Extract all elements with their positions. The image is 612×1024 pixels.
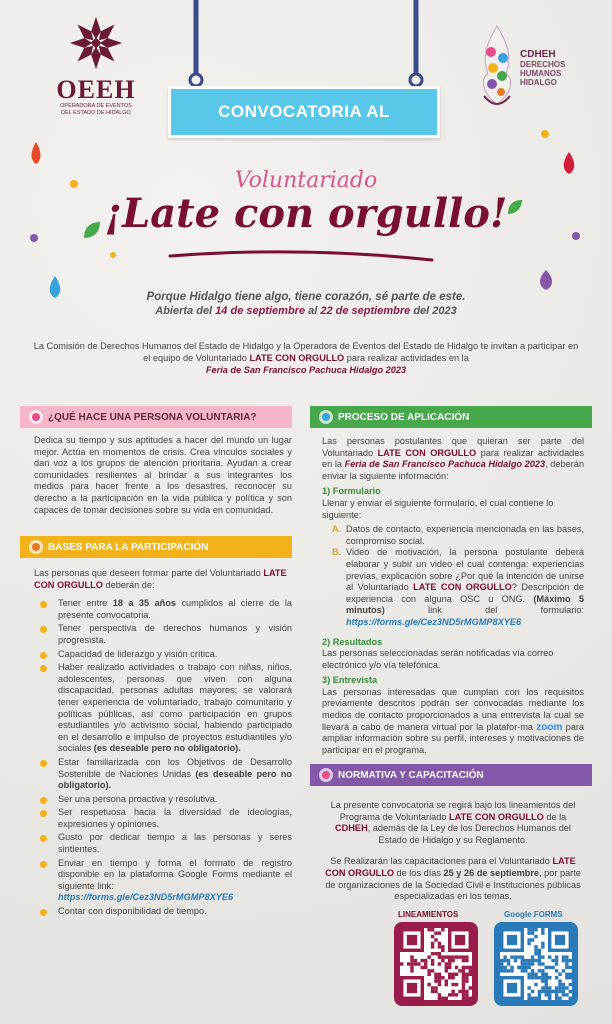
step1-a: A. Datos de contacto, experiencia mencionada en las bases, compromiso social.: [332, 524, 584, 546]
dates-line: [0, 305, 612, 317]
confetti-dot-icon: [541, 130, 549, 138]
qr-icon: [500, 928, 572, 1000]
confetti-drop-icon: [28, 142, 44, 164]
bases-list: [34, 598, 292, 917]
list-item: Gusto por dedicar tiempo a las personas y seres sintientes.: [34, 832, 292, 855]
bases-intro: [34, 568, 292, 591]
list-item: Ser respetuosa hacia la diversidad de ideologías, expresiones y opiniones.: [34, 807, 292, 830]
section-header-normativa: [310, 764, 592, 786]
oeeh-subtitle-1: OPERADORA DE EVENTOS: [60, 103, 132, 109]
title-main: ¡Late con orgullo!: [104, 190, 508, 237]
convocatoria-banner: [168, 86, 440, 138]
star-icon: [67, 14, 125, 72]
confetti-leaf-icon: [508, 200, 522, 214]
flame-icon: [478, 24, 516, 112]
dates-suffix: del 2023: [413, 305, 457, 317]
bases-intro2: deberán de:: [105, 579, 155, 590]
section-title-normativa: NORMATIVA Y CAPACITACIÓN: [338, 769, 484, 781]
dates-middle: al: [308, 305, 318, 317]
step1-text: Llenar y enviar el siguiente formulario, el cual contiene lo siguiente:: [322, 497, 554, 520]
date-end: 22 de septiembre: [320, 305, 411, 317]
dates-prefix: Abierta del: [155, 305, 213, 317]
proceso-body: [322, 436, 584, 759]
step2-title: 2) Resultados: [322, 636, 383, 647]
section-header-bases: [20, 536, 292, 558]
list-item: Haber realizado actividades o trabajo con niñas, niños, adolescentes, personas que viven con alguna discapacidad, personas adultas mayores; se valorará tener experiencia de voluntariado, trabajo comunitario y políticas públicas, así como participación en grupos estudiantiles y/o activismo social, habiendo participado en el desarrollo e impulso de proyectos estudiantiles y/o sociales (es deseable pero no obligatorio).: [34, 662, 292, 755]
section-header-voluntaria: [20, 406, 292, 428]
step1-title: 1) Formulario: [322, 486, 381, 497]
voluntaria-body: Dedica su tiempo y sus aptitudes a hacer del mundo un lugar mejor. Actúa en momentos de crisis. Crea vínculos sociales y dan voz a los grupos de atención prioritaria. Ayudan a crear comunidades resilientes al brindar a sus integrantes los medios para hacer frente a los desastres, reconocer su derecho a la participación en la vida pública y política y son capaces de tomar decisiones sobre su vida en comunidad.: [34, 435, 292, 515]
oeeh-logo: [48, 14, 144, 117]
title-script: Voluntariado: [234, 168, 378, 193]
confetti-drop-icon: [560, 152, 578, 174]
qr-code-lineamientos[interactable]: [394, 922, 478, 1006]
cdheh-name: CDHEH: [520, 49, 556, 60]
cdheh-logo: [478, 24, 598, 112]
confetti-dot-icon: [70, 180, 78, 188]
normativa-p2: Se Realizarán las capacitaciones para el Voluntariado LATE CON ORGULLO de los días 25 y 26 de septiembre, por parte de organizaciones de la Sociedad Civil e Instituciones públicas especializadas en los temas.: [325, 856, 581, 902]
date-start: 14 de septiembre: [215, 305, 306, 317]
intro-paragraph: [30, 340, 582, 376]
confetti-dot-icon: [572, 232, 580, 240]
list-item: Contar con disponibilidad de tiempo.: [34, 906, 292, 918]
qr-icon: [400, 928, 472, 1000]
qr-code-forms[interactable]: [494, 922, 578, 1006]
forms-link[interactable]: https://forms.gle/Cez3ND5rMGMP8XYE6: [58, 892, 234, 903]
banner-text: CONVOCATORIA AL: [218, 102, 390, 121]
list-item: Capacidad de liderazgo y visión crítica.: [34, 649, 292, 661]
cdheh-line3: HUMANOS: [520, 69, 562, 78]
circle-icon: [318, 409, 334, 425]
proceso-intro: Las personas postulantes que quieran ser parte del Voluntariado LATE CON ORGULLO para realizar actividades en la Feria de San Francisco Pachuca Hidalgo 2023, deberán enviar la siguiente información:: [322, 436, 584, 481]
step3-title: 3) Entrevista: [322, 675, 378, 686]
step1-b: B. Video de motivación, la persona postulante deberá elaborar y subir un video el cual contenga: experiencias previas, explicación sobre ¿Por qué la intención de unirse al Voluntariado LATE CON ORGULLO? Descripción de experiencia con alguna OSC u ONG. (Máximo 5 minutos) link del formulario: https://forms.gle/Cez3ND5rMGMP8XYE6: [332, 547, 584, 627]
list-item: Tener perspectiva de derechos humanos y visión progresista.: [34, 623, 292, 646]
circle-icon: [318, 767, 334, 783]
section-title-proceso: PROCESO DE APLICACIÓN: [338, 411, 470, 423]
bases-intro-highlight: LATE CON ORGULLO: [34, 568, 287, 590]
cdheh-line2: DERECHOS: [520, 60, 566, 69]
heart-icon: [28, 409, 44, 425]
oeeh-subtitle-2: DEL ESTADO DE HIDALGO: [61, 110, 131, 116]
intro-text1: La Comisión de Derechos Humanos del Estado de Hidalgo y la Operadora de Eventos del Estado de Hidalgo te invitan a participar en el equipo de Voluntariado: [33, 341, 579, 363]
confetti-dot-icon: [30, 234, 38, 242]
confetti-dot-icon: [110, 252, 116, 258]
zoom-logo: zoom: [536, 721, 563, 733]
list-item: Estar familiarizada con los Objetivos de Desarrollo Sostenible de Naciones Unidas (es deseable pero no obligatorio).: [34, 757, 292, 792]
confetti-drop-icon: [535, 270, 557, 290]
oeeh-name: OEEH: [56, 75, 136, 104]
title-underline: [166, 246, 436, 266]
section-title-voluntaria: ¿QUÉ HACE UNA PERSONA VOLUNTARIA?: [48, 411, 257, 423]
intro-highlight: LATE CON ORGULLO: [249, 353, 345, 363]
bases-intro1: Las personas que deseen formar parte del Voluntariado: [34, 568, 261, 578]
section-header-proceso: [310, 406, 592, 428]
bases-body: [34, 568, 292, 920]
qr-label-forms: Google FORMS: [504, 910, 563, 919]
normativa-p1: La presente convocatoria se regirá bajo los lineamientos del Programa de Voluntariado LATE CON ORGULLO de la CDHEH, además de la Ley de los Derechos Humanos del Estado de Hidalgo y su Reglamento.: [330, 800, 576, 845]
intro-text2: para realizar actividades en la: [346, 353, 469, 363]
qr-label-lineamientos: LINEAMIENTOS: [398, 910, 459, 919]
normativa-body: [322, 800, 584, 906]
cdheh-line4: HIDALGO: [520, 78, 557, 87]
step3-text: Las personas interesadas que cumplan con los requisitos previamente descritos podrán ser convocadas mediante los medios de contacto proporcionados a una entrevista la cual se llevará a cabo de manera virtual por la platafor-ma zoom para ampliar información sobre su perfil, intereses y motivaciones de participar en el programa.: [322, 686, 584, 755]
banner-strings: [186, 0, 426, 90]
circle-icon: [28, 539, 44, 555]
list-item: Ser una persona proactiva y resolutiva.: [34, 794, 292, 806]
tagline: Porque Hidalgo tiene algo, tiene corazón, sé parte de este.: [146, 291, 466, 303]
list-item: Enviar en tiempo y forma el formato de registro disponible en la plataforma Google Forms mediante el siguiente link: https://forms.gle/Cez3ND5rMGMP8XYE6: [34, 858, 292, 904]
confetti-leaf-icon: [84, 222, 100, 238]
list-item: Tener entre 18 a 35 años cumplidos al cierre de la presente convocatoria.: [34, 598, 292, 621]
forms-link[interactable]: https://forms.gle/Cez3ND5rMGMP8XYE6: [346, 616, 522, 627]
section-title-bases: BASES PARA LA PARTICIPACIÓN: [48, 541, 209, 553]
intro-event: Feria de San Francisco Pachuca Hidalgo 2023: [205, 365, 407, 375]
step2-text: Las personas seleccionadas serán notificadas vía correo electrónico y/o vía telefónica.: [322, 648, 554, 670]
